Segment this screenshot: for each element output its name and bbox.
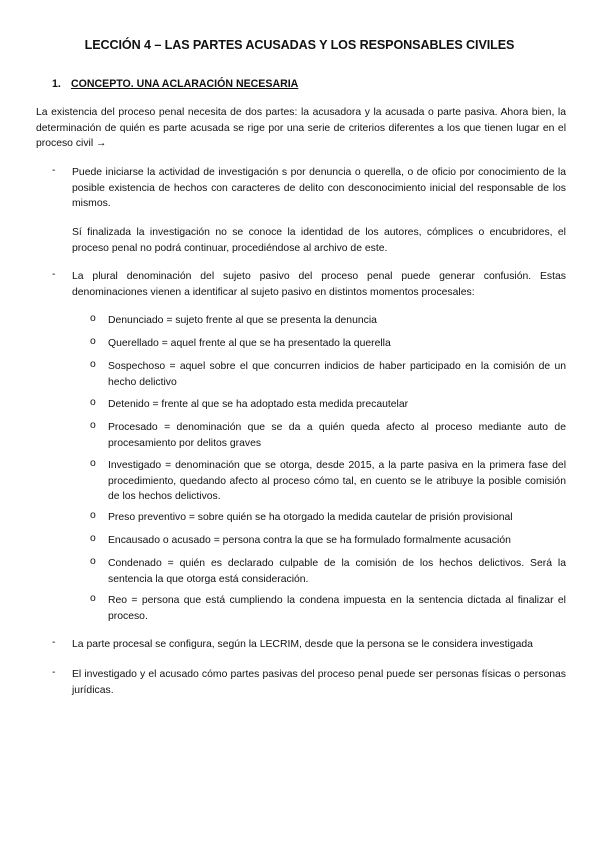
subitem-text: Investigado = denominación que se otorga, desde 2015, a la parte pasiva en la primera fase del procedimiento, quedando afecto al proceso cómo tal, en cuento se le atribuye la posible comisión de los hechos delictivos. [108, 460, 566, 503]
subitem-text: Reo = persona que está cumpliendo la condena impuesta en la sentencia dictada al finalizar el proceso. [108, 595, 566, 622]
bullet-text: Puede iniciarse la actividad de investigación s por denuncia o querella, o de oficio por conocimiento de la posible existencia de hechos con caracteres de delito con desconocimiento inicial del responsable de los mismos. [72, 167, 566, 210]
section-heading [52, 78, 298, 90]
subitem-marker: o [90, 336, 96, 347]
subitem-marker: o [90, 397, 96, 408]
subitem-marker: o [90, 420, 96, 431]
subitem-marker: o [90, 533, 96, 544]
subitem-marker: o [90, 458, 96, 469]
bullet-dash: - [52, 269, 56, 280]
subitem-marker: o [90, 510, 96, 521]
subitem-text: Detenido = frente al que se ha adoptado esta medida precautelar [108, 399, 409, 410]
bullet-dash: - [52, 667, 56, 678]
subitem-text: Querellado = aquel frente al que se ha presentado la querella [108, 338, 391, 349]
subitem-marker: o [90, 556, 96, 567]
subitem-text: Condenado = quién es declarado culpable de la comisión de los hechos delictivos. Será la sentencia la que otorga está consideración. [108, 558, 566, 585]
bullet-continuation: Sí finalizada la investigación no se conoce la identidad de los autores, cómplices o encubridores, el proceso penal no podrá continuar, procediéndose al archivo de este. [72, 227, 566, 254]
subitem-text: Sospechoso = aquel sobre el que concurren indicios de haber participado en la comisión de un hecho delictivo [108, 361, 566, 388]
section-title: CONCEPTO. UNA ACLARACIÓN NECESARIA [70, 78, 299, 90]
subitem-text: Preso preventivo = sobre quién se ha otorgado la medida cautelar de prisión provisional [108, 512, 513, 523]
subitem-marker: o [90, 313, 96, 324]
bullet-dash: - [52, 165, 56, 176]
subitem-text: Procesado = denominación que se da a quién queda afecto al proceso mediante auto de procesamiento por delitos graves [108, 422, 566, 449]
bullet-dash: - [52, 637, 56, 648]
subitem-marker: o [90, 359, 96, 370]
section-number: 1. [52, 78, 61, 90]
lesson-title: LECCIÓN 4 – LAS PARTES ACUSADAS Y LOS RESPONSABLES CIVILES [84, 38, 515, 52]
bullet-text: El investigado y el acusado cómo partes pasivas del proceso penal puede ser personas físicas o personas jurídicas. [72, 669, 566, 696]
subitem-text: Denunciado = sujeto frente al que se presenta la denuncia [108, 315, 377, 326]
bullet-text: La parte procesal se configura, según la LECRIM, desde que la persona se le considera investigada [72, 639, 533, 650]
subitem-marker: o [90, 593, 96, 604]
bullet-text: La plural denominación del sujeto pasivo del proceso penal puede generar confusión. Estas denominaciones vienen a identificar al sujeto pasivo en distintos momentos procesales: [72, 271, 566, 298]
intro-paragraph: La existencia del proceso penal necesita de dos partes: la acusadora y la acusada o parte pasiva. Ahora bien, la determinación de quién es parte acusada se rige por una serie de criterios diferentes a los que tienen lugar en el proceso civil → [36, 107, 566, 150]
subitem-text: Encausado o acusado = persona contra la que se ha formulado formalmente acusación [108, 535, 511, 546]
